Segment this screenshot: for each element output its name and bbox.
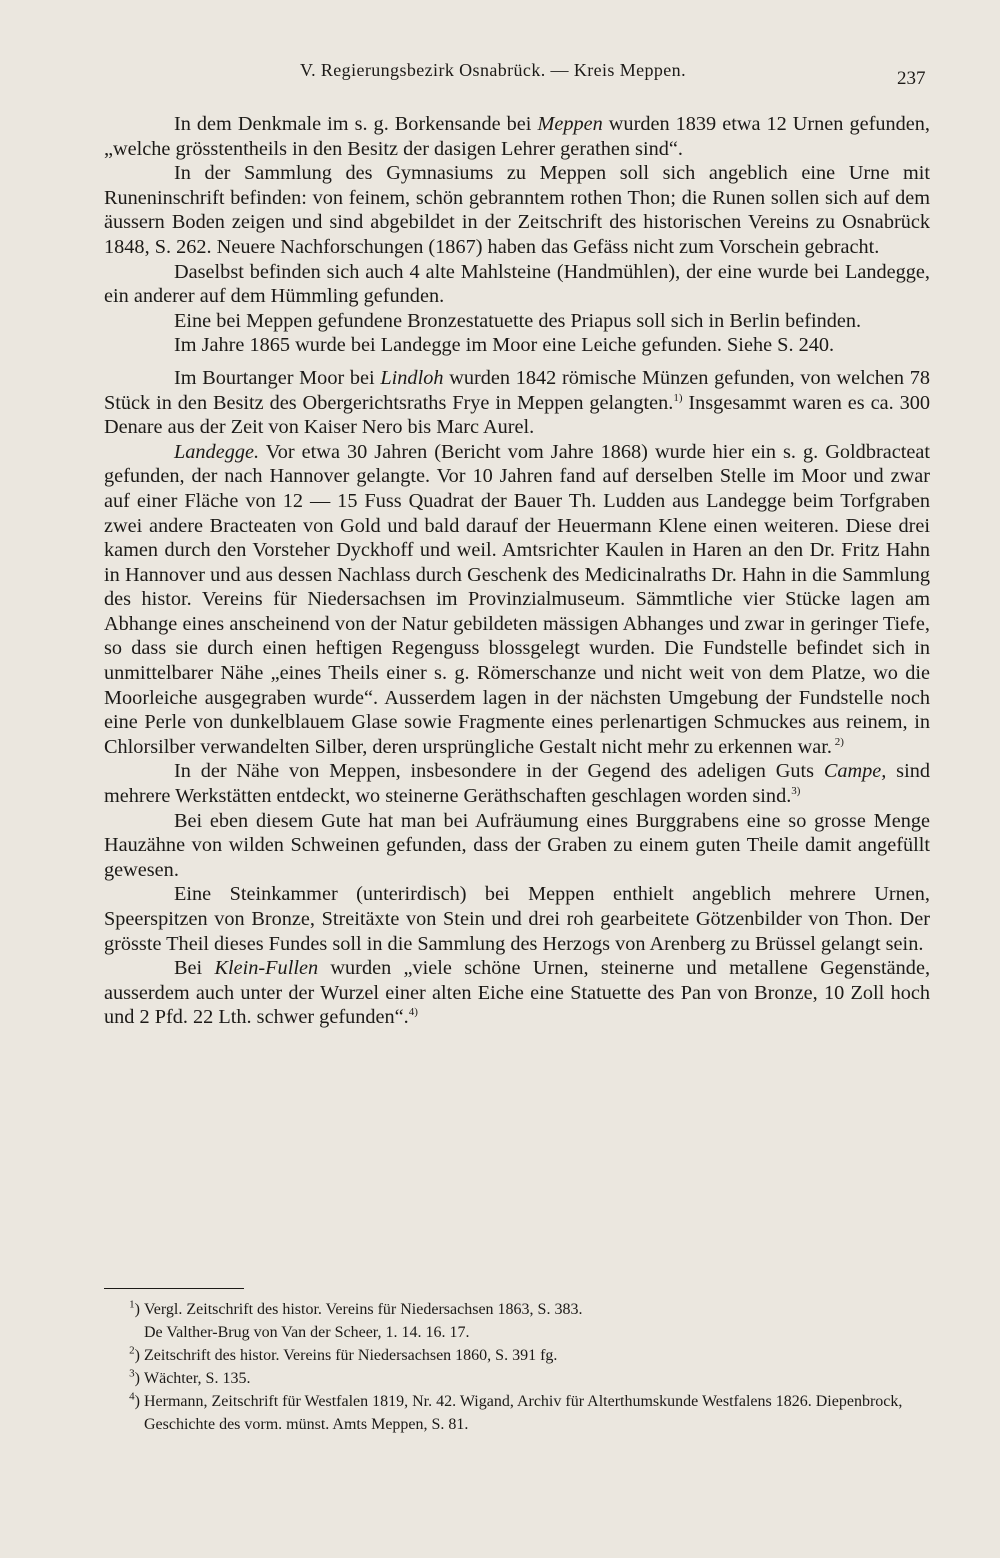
footnote-ref: 3) <box>791 785 801 798</box>
running-head: V. Regierungsbezirk Osnabrück. — Kreis Meppen. <box>300 60 686 80</box>
body-text <box>104 112 930 1030</box>
paragraph-mahlsteine: Daselbst befinden sich auch 4 alte Mahlsteine (Handmühlen), der eine wurde bei Landegge, ein anderer auf dem Hümmling gefunden. <box>104 260 930 308</box>
paragraph-gymnasium: In der Sammlung des Gymnasiums zu Meppen soll sich angeblich eine Urne mit Runeninschrift befinden: von feinem, schön gebranntem rothen Thon; die Runen sollen sich auf dem äussern Boden zeigen und sind abgebildet in der Zeitschrift des historischen Vereins zu Osnabrück 1848, S. 262. Neuere Nachforschungen (1867) haben das Gefäss nicht zum Vorschein gebracht. <box>104 162 930 258</box>
paragraph-landegge: Landegge. Vor etwa 30 Jahren (Bericht vom Jahre 1868) wurde hier ein s. g. Goldbracteat gefunden, der nach Hannover gelangte. Vor 10 Jahren fand auf derselben Stelle im Moor und zwar auf einer Fläche von 12 — 15 Fuss Quadrat der Bauer Th. Ludden aus Landegge beim Torfgraben zwei andere Bracteaten von Gold und bald darauf der Heuermann Klene einen weiteren. Diese drei kamen durch den Vorsteher Dyckhoff und weil. Amtsrichter Kaulen in Haren an den Dr. Fritz Hahn in Hannover und aus dessen Nachlass durch Geschenk des Medicinalraths Dr. Hahn in die Sammlung des histor. Vereins für Niedersachsen im Provinzialmuseum. Sämmtliche vier Stücke lagen am Abhange eines anscheinend von der Natur gebildeten mässigen Abhanges und zwar in geringer Tiefe, so dass sie durch einen heftigen Regenguss blossgelegt wurden. Die Fundstelle befindet sich in unmittelbarer Nähe „eines Theils einer s. g. Römerschanze und nicht weit von dem Platze, wo die Moorleiche ausgegraben wurde“. Ausserdem lagen in der nächsten Umgebung der Fundstelle noch eine Perle von dunkelblauem Glase sowie Fragmente eines perlenartigen Schmuckes aus reinem, in Chlorsilber verwandelten Silber, deren ursprüngliche Gestalt nicht mehr zu erkennen war. $^{2)}$ <box>104 440 930 758</box>
place-name: Landegge. <box>174 440 260 463</box>
place-name: Campe, <box>823 760 887 783</box>
paragraph-burggraben: Bei eben diesem Gute hat man bei Aufräumung eines Burggrabens eine so grosse Menge Hauzähne von wilden Schweinen gefunden, dass der Graben zu einem guten Theile damit angefüllt gewesen. <box>104 809 930 881</box>
paragraph-denkmale: In dem Denkmale im s. g. Borkensande bei Meppen wurden 1839 etwa 12 Urnen gefunden, „welche grösstentheils in den Besitz der dasigen Lehrer gerathen sind“. <box>104 113 930 160</box>
footnote: $^3$) Wächter, S. 135. <box>129 1367 251 1387</box>
place-name: Klein-Fullen <box>214 957 319 980</box>
footnote: $^2$) Zeitschrift des histor. Vereins für Niedersachsen 1860, S. 391 fg. <box>129 1344 558 1364</box>
footnote-continuation: De Valther-Brug von Van der Scheer, 1. 14. 16. 17. <box>144 1324 470 1341</box>
footnote-ref: 2) <box>834 736 844 749</box>
paragraph-campe: In der Nähe von Meppen, insbesondere in der Gegend des adeligen Guts Campe, sind mehrere Werkstätten entdeckt, wo steinerne Geräthschaften geschlagen worden sind.$^{3)}$ <box>104 760 930 808</box>
place-name: Lindloh <box>380 366 444 389</box>
place-name: Meppen <box>537 113 603 135</box>
page-number: 237 <box>897 68 926 89</box>
footnotes <box>104 1298 904 1436</box>
paragraph-lindloh: Im Bourtanger Moor bei Lindloh wurden 1842 römische Münzen gefunden, von welchen 78 Stück in den Besitz des Obergerichtsraths Frye in Meppen gelangten.$^{1)}$ Insgesammt waren es ca. 300 Denare aus der Zeit von Kaiser Nero bis Marc Aurel. <box>104 366 930 439</box>
paragraph-steinkammer: Eine Steinkammer (unterirdisch) bei Meppen enthielt angeblich mehrere Urnen, Speerspitzen von Bronze, Streitäxte von Stein und drei roh gearbeitete Götzenbilder von Thon. Der grösste Theil dieses Fundes soll in die Sammlung des Herzogs von Arenberg zu Brüssel gelangt sein. <box>104 883 930 955</box>
paragraph-priapus: Eine bei Meppen gefundene Bronzestatuette des Priapus soll sich in Berlin befinden. <box>174 309 862 332</box>
footnote: $^1$) Vergl. Zeitschrift des histor. Vereins für Niedersachsen 1863, S. 383. <box>129 1298 583 1318</box>
footnote-divider <box>104 1288 244 1289</box>
paragraph-leiche: Im Jahre 1865 wurde bei Landegge im Moor eine Leiche gefunden. Siehe S. 240. <box>174 334 835 357</box>
footnote-ref: 4) <box>408 1006 418 1019</box>
page-header <box>0 60 1000 90</box>
footnote-ref: 1) <box>673 391 683 404</box>
paragraph-klein-fullen: Bei Klein-Fullen wurden „viele schöne Urnen, steinerne und metallene Gegenstände, ausserdem auch unter der Wurzel einer alten Eiche eine Statuette des Pan von Bronze, 10 Zoll hoch und 2 Pfd. 22 Lth. schwer gefunden“.$^{4)}$ <box>104 957 931 1029</box>
footnote: $^4$) Hermann, Zeitschrift für Westfalen 1819, Nr. 42. Wigand, Archiv für Alterthumskunde Westfalens 1826. Diepenbrock, Geschichte des vorm. münst. Amts Meppen, S. 81. <box>129 1390 903 1433</box>
